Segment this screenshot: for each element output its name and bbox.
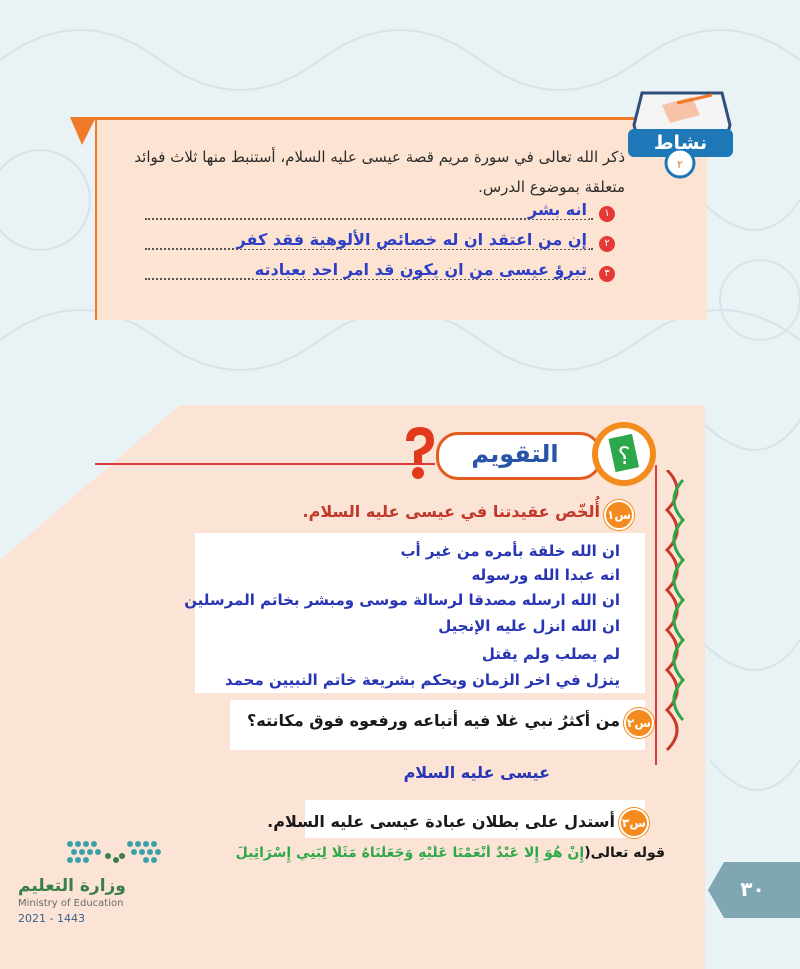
activity-answer-row (145, 230, 615, 260)
activity-answer-text[interactable]: تبرؤ عيسى من ان يكون قد امر احد بعبادته (254, 260, 587, 279)
page-number: ٣٠ (740, 877, 765, 901)
question-3-text: أستدل على بطلان عبادة عيسى عليه السلام. (267, 812, 615, 831)
activity-answers (145, 200, 615, 290)
question-3-answer-prefix: قوله تعالى( (584, 845, 665, 861)
assessment-header-line (95, 463, 435, 465)
activity-answer-row (145, 200, 615, 230)
question-1-answer-line: ينزل في اخر الزمان ويحكم بشريعة خاتم النبيين محمد (224, 671, 620, 689)
assessment-title: التقويم (471, 440, 559, 468)
activity-answer-text[interactable]: إن من اعتقد ان له خصائص الألوهية فقد كفر (236, 230, 587, 249)
svg-text:؟: ؟ (617, 442, 631, 470)
activity-corner-flag (70, 117, 96, 145)
activity-border-left (95, 118, 97, 320)
ministry-year: 2021 - 1443 (18, 912, 85, 925)
question-1-text: أُلخّص عقيدتنا في عيسى عليه السلام. (302, 502, 600, 521)
activity-badge-label: نشاط (653, 132, 708, 154)
activity-answer-row (145, 260, 615, 290)
item-number-badge: ١ (599, 206, 615, 222)
side-ornament (657, 470, 695, 770)
question-mark-icon (400, 425, 438, 485)
quran-verse: إِنْ هُوَ إِلَّا عَبْدٌ أَنْعَمْنَا عَلَيْهِ وَجَعَلْنَاهُ مَثَلًا لِبَنِي إِسْرَائِيلَ (235, 845, 585, 861)
ministry-logo-icon (60, 838, 170, 868)
question-1-answer-line: انه عبدا الله ورسوله (471, 566, 620, 584)
activity-border-top (80, 117, 635, 120)
ministry-name-ar: وزارة التعليم (18, 876, 126, 896)
activity-badge-number: ٢ (677, 158, 683, 171)
item-number-badge: ٣ (599, 266, 615, 282)
question-2-badge: س٢ (624, 708, 654, 738)
question-1-answer-line: لم يصلب ولم يقتل (481, 645, 620, 663)
question-1-answer-line: ان الله ارسله مصدقا لرسالة موسى ومبشر بخاتم المرسلين (184, 591, 620, 609)
question-1-answer-line: ان الله خلقة بأمره من غير أب (400, 542, 620, 560)
question-3-answer[interactable] (205, 845, 665, 871)
question-2-answer[interactable]: عيسى عليه السلام (403, 763, 550, 782)
item-number-badge: ٢ (599, 236, 615, 252)
question-1-badge: س١ (604, 500, 634, 530)
assessment-emblem-icon (590, 420, 658, 488)
activity-prompt: ذكر الله تعالى في سورة مريم قصة عيسى عليه السلام، أستنبط منها ثلاث فوائد متعلقة بموضوع الدرس. (134, 148, 625, 196)
activity-answer-text[interactable]: انه بشر (527, 200, 587, 219)
ministry-name-en: Ministry of Education (18, 898, 124, 909)
question-1-answer-line: ان الله انزل عليه الإنجيل (438, 617, 620, 635)
question-2-text: من أكثرُ نبي غلا فيه أتباعه ورفعوه فوق مكانته؟ (246, 711, 620, 730)
question-3-badge: س٣ (619, 808, 649, 838)
